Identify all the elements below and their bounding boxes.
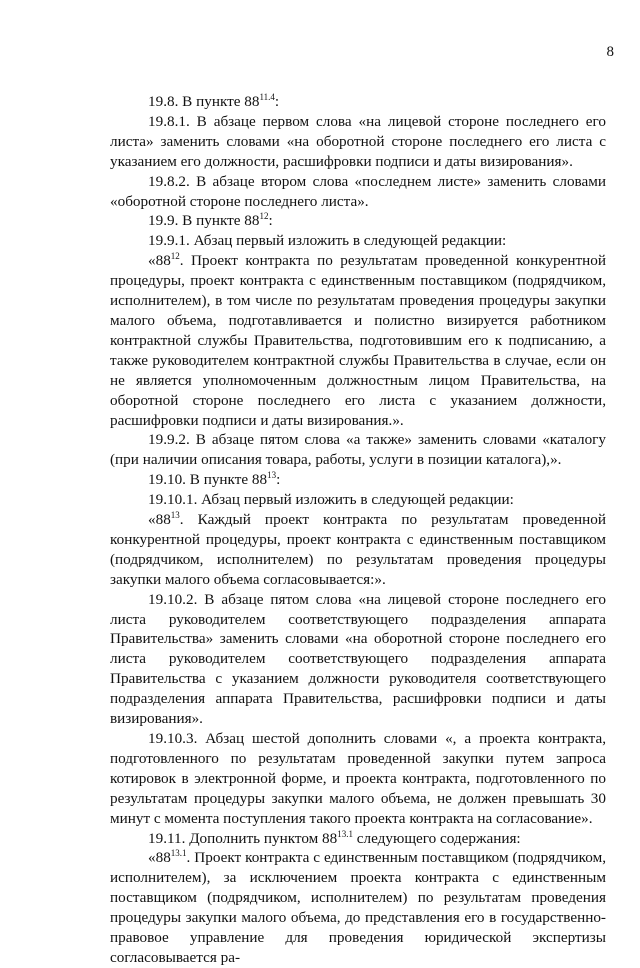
paragraph: [110, 470, 606, 490]
paragraph-text: «88: [148, 511, 171, 529]
paragraph-text-tail: . Проект контракта по результатам проведенной конкурентной процедуры, проект контракта с единственным поставщиком (подрядчиком, исполнителем), в том числе по результатам проведения процедуры закупки малого объема, подготавливается и полистно визируется работником контрактной службы Правительства, подготовившим его к подписанию, а также руководителем контрактной службы Правительства в случае, если он не является уполномоченным должностным лицом Правительства, на оборотной стороне последнего его листа с указанием должности, расшифровки подписи и даты визирования.».: [110, 252, 606, 429]
superscript-index: 13: [267, 470, 277, 481]
paragraph: [110, 112, 606, 172]
paragraph-text: 19.9.1. Абзац первый изложить в следующей редакции:: [148, 232, 507, 250]
paragraph: [110, 590, 606, 729]
paragraph: [110, 92, 606, 112]
paragraph-text-tail: :: [274, 93, 280, 110]
paragraph: [110, 510, 606, 590]
paragraph: [110, 172, 606, 212]
paragraph: [110, 729, 606, 829]
paragraph: [110, 211, 606, 231]
paragraph-text-tail: следующего содержания:: [353, 829, 521, 847]
superscript-index: 12: [259, 211, 269, 222]
paragraph-text-tail: :: [276, 471, 281, 489]
superscript-index: 12: [170, 251, 180, 262]
paragraph-text: 19.10.1. Абзац первый изложить в следующей редакции:: [148, 491, 514, 509]
paragraph: [110, 490, 606, 510]
paragraph-text: 19.11. Дополнить пунктом 88: [148, 829, 338, 847]
paragraph: [110, 848, 606, 967]
paragraph: [110, 231, 606, 251]
paragraph-text: 19.10.3. Абзац шестой дополнить словами «, а проекта контракта, подготовленного по результатам проведенной закупки путем запроса котировок в электронной форме, и проекта контракта, подготовленного по результатам процедуры закупки малого объема, не должен превышать 30 минут с момента поступления такого проекта контракта на согласование».: [110, 730, 606, 827]
paragraph-text-tail: . Каждый проект контракта по результатам проведенной конкурентной процедуры, проект контракта с единственным поставщиком (подрядчиком, исполнителем) по результатам проведения процедуры закупки малого объема согласовывается:».: [110, 511, 606, 588]
paragraph-text: 19.8. В пункте 88: [148, 93, 260, 110]
paragraph-text: 19.8.1. В абзаце первом слова «на лицевой стороне последнего его листа» заменить словами «на оборотной стороне последнего его листа с указанием его должности, расшифровки подписи и даты визирования».: [110, 112, 606, 170]
superscript-index: 13: [170, 510, 180, 521]
paragraph-text: «88: [148, 849, 171, 867]
superscript-index: 13.1: [337, 828, 353, 839]
document-body: [110, 92, 606, 968]
paragraph-text-tail: . Проект контракта с единственным поставщиком (подрядчиком, исполнителем), за исключением проекта контракта с единственным поставщиком (подрядчиком, исполнителем) по результатам проведения процедуры закупки малого объема, до представления его в государственно-правовое управление для проведения юридической экспертизы согласовывается ра-: [110, 849, 606, 966]
superscript-index: 11.4: [259, 92, 275, 102]
paragraph: [110, 829, 606, 849]
paragraph-text: 19.10.2. В абзаце пятом слова «на лицевой стороне последнего его листа руководителем соответствующего подразделения аппарата Правительства» заменить словами «на оборотной стороне последнего его листа руководителем соответствующего подразделения аппарата Правительства с указанием должности руководителя соответствующего подразделения аппарата Правительства, расшифровки подписи и даты визирования».: [110, 590, 606, 728]
paragraph: [110, 251, 606, 430]
paragraph-text: 19.10. В пункте 88: [148, 471, 268, 489]
paragraph-text: 19.9. В пункте 88: [148, 212, 260, 230]
page-number: 8: [606, 44, 614, 60]
paragraph-text: 19.8.2. В абзаце втором слова «последнем листе» заменить словами «оборотной стороне последнего листа».: [110, 172, 606, 210]
paragraph: [110, 430, 606, 470]
paragraph-text: «88: [148, 252, 171, 270]
paragraph-text: 19.9.2. В абзаце пятом слова «а также» заменить словами «каталогу (при наличии описания товара, работы, услуги в позиции каталога),».: [110, 431, 606, 469]
superscript-index: 13.1: [170, 848, 187, 859]
paragraph-text-tail: :: [268, 212, 273, 230]
